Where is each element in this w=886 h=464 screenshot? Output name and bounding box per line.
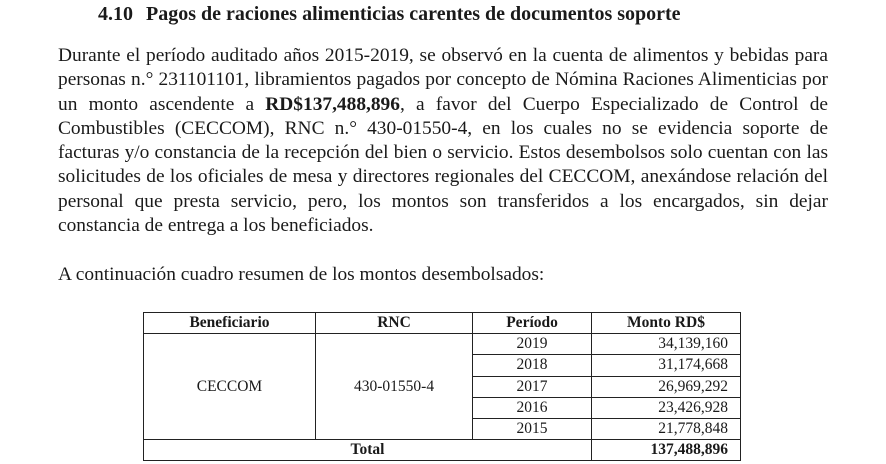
amount-cell: 21,778,848 xyxy=(591,418,740,439)
paragraph-text-after-amount: , a favor del Cuerpo Especializado de Control de Combustibles (CECCOM), RNC n.° 430-01550-4, en los cuales no se evidencia soporte de facturas y/o constancia de la recepción del bien o servicio. Estos desembolsos solo cuentan con las solicitudes de los oficiales de mesa y directores regionales del CECCOM, anexándose relación del personal que presta servicio, pero, los montos son transferidos a los encargados, sin dejar constancia de entrega a los beneficiados. xyxy=(58,93,828,237)
period-cell: 2019 xyxy=(473,334,592,355)
beneficiary-cell: CECCOM xyxy=(144,334,316,440)
header-beneficiary: Beneficiario xyxy=(144,313,316,334)
amount-cell: 34,139,160 xyxy=(591,334,740,355)
paragraph-amount: RD$137,488,896 xyxy=(265,93,400,115)
section-number: 4.10 xyxy=(98,3,133,25)
total-label: Total xyxy=(144,440,592,461)
disbursement-summary-table xyxy=(143,312,741,461)
period-cell: 2015 xyxy=(473,418,592,439)
header-amount: Monto RD$ xyxy=(591,313,740,334)
paragraph-text-before-amount: Durante el período auditado años 2015-2019, se observó en la cuenta de alimentos y bebidas para personas n.° 231101101, libramientos pagados por concepto de Nómina Raciones Alimenticias por un monto ascendente a xyxy=(58,45,828,115)
rnc-cell: 430-01550-4 xyxy=(315,334,472,440)
amount-cell: 31,174,668 xyxy=(591,355,740,376)
header-period: Período xyxy=(473,313,592,334)
section-title: Pagos de raciones alimenticias carentes de documentos soporte xyxy=(146,3,681,25)
total-amount: 137,488,896 xyxy=(591,440,740,461)
amount-cell: 26,969,292 xyxy=(591,376,740,397)
total-row xyxy=(144,440,741,461)
period-cell: 2016 xyxy=(473,397,592,418)
table-row xyxy=(144,334,741,355)
table-intro: A continuación cuadro resumen de los montos desembolsados: xyxy=(58,264,545,285)
amount-cell: 23,426,928 xyxy=(591,397,740,418)
table-header-row xyxy=(144,313,741,334)
body-paragraph xyxy=(58,44,828,238)
header-rnc: RNC xyxy=(315,313,472,334)
period-cell: 2018 xyxy=(473,355,592,376)
period-cell: 2017 xyxy=(473,376,592,397)
section-heading xyxy=(98,3,681,26)
